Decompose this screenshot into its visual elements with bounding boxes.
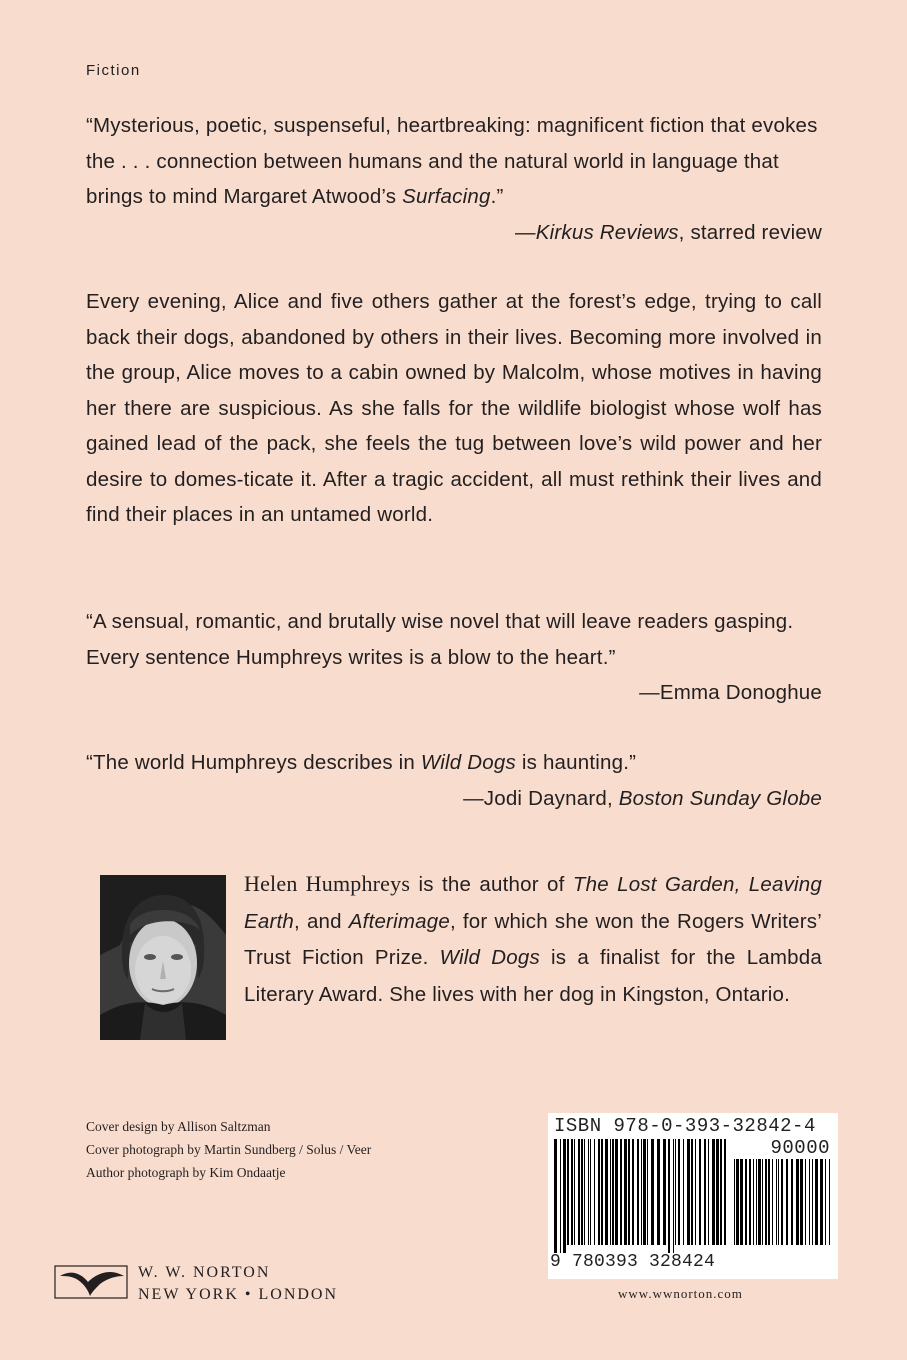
barcode-bar bbox=[829, 1159, 830, 1245]
barcode-bar bbox=[574, 1139, 575, 1245]
italic-text: The Lost Garden, Leaving Earth bbox=[244, 873, 823, 933]
author-name: Helen Humphreys bbox=[244, 871, 411, 896]
publisher-website: www.wwnorton.com bbox=[618, 1286, 743, 1301]
barcode-bar bbox=[753, 1159, 754, 1245]
barcode-bar bbox=[657, 1139, 660, 1245]
text-run: —Jodi Daynard, bbox=[463, 786, 619, 810]
publisher-imprint bbox=[138, 1262, 338, 1306]
barcode-bar bbox=[736, 1159, 739, 1245]
barcode-bar bbox=[687, 1139, 690, 1245]
quote-text bbox=[86, 745, 822, 781]
italic-text: Surfacing bbox=[402, 185, 491, 208]
text-run: “Mysterious, poetic, suspenseful, heartbreaking: magnificent fiction that evokes the . . . connection between humans and the natural world in language that brings to mind Margaret Atwood’s bbox=[86, 114, 818, 208]
barcode-bar bbox=[699, 1139, 701, 1245]
barcode-bar bbox=[756, 1159, 757, 1245]
barcode-bar bbox=[598, 1139, 600, 1245]
barcode-bar bbox=[560, 1139, 561, 1253]
cover-credits bbox=[86, 1115, 371, 1184]
barcode-bar bbox=[716, 1139, 719, 1245]
author-bio bbox=[244, 866, 822, 1013]
barcode-bar bbox=[594, 1139, 595, 1245]
italic-text: Wild Dogs bbox=[439, 946, 540, 969]
seagull-icon bbox=[60, 1272, 124, 1296]
barcode-bar bbox=[812, 1159, 813, 1245]
credit-line: Cover photograph by Martin Sundberg / Solus / Veer bbox=[86, 1142, 372, 1157]
quote-attribution bbox=[86, 675, 822, 711]
credit-line: Cover design by Allison Saltzman bbox=[86, 1119, 271, 1134]
text-run: “The world Humphreys describes in bbox=[86, 751, 421, 774]
description-text: Every evening, Alice and five others gather at the forest’s edge, trying to call back their dogs, abandoned by others in their lives. Becoming more involved in the group, Alice moves to a cabin owned by Malcolm, whose motives in having her there are suspicious. As she falls for the wildlife biologist whose wolf has gained lead of the pack, she feels the tug between love’s wild power and her desire to domes-ticate it. After a tragic accident, all must rethink their lives and find their places in an untamed world. bbox=[86, 290, 822, 526]
text-run: — bbox=[515, 220, 536, 244]
barcode-bar bbox=[786, 1159, 788, 1245]
quote-attribution bbox=[86, 781, 822, 817]
barcode-bar bbox=[820, 1159, 823, 1245]
barcode-bar bbox=[632, 1139, 634, 1245]
barcode-bar bbox=[740, 1159, 743, 1245]
text-run: is the author of bbox=[410, 873, 573, 896]
text-run: —Emma Donoghue bbox=[639, 681, 822, 704]
barcode-bar bbox=[765, 1159, 767, 1245]
barcode-bar bbox=[720, 1139, 722, 1245]
norton-seagull-logo bbox=[54, 1262, 128, 1307]
barcode-bar bbox=[584, 1139, 585, 1245]
isbn-barcode bbox=[548, 1113, 838, 1279]
barcode-bar bbox=[724, 1139, 726, 1245]
ean-number: 9 780393 328424 bbox=[550, 1252, 716, 1272]
barcode-bar bbox=[554, 1139, 557, 1253]
isbn-text: ISBN 978-0-393-32842-4 bbox=[554, 1115, 816, 1137]
publisher-cities: NEW YORK • LONDON bbox=[138, 1286, 339, 1303]
text-run: .” bbox=[490, 185, 504, 208]
barcode-bar bbox=[708, 1139, 709, 1245]
barcode-bar bbox=[610, 1139, 611, 1245]
italic-text: Wild Dogs bbox=[420, 751, 516, 774]
barcode-bar bbox=[749, 1159, 751, 1245]
barcode-bar bbox=[758, 1159, 761, 1245]
barcode-bar bbox=[678, 1139, 680, 1245]
barcode-bar bbox=[571, 1139, 573, 1245]
barcode-bar bbox=[668, 1139, 670, 1253]
barcode-bar bbox=[781, 1159, 783, 1245]
barcode-bar bbox=[615, 1139, 618, 1245]
quote-text bbox=[86, 108, 822, 215]
publisher-name: W. W. NORTON bbox=[138, 1264, 271, 1281]
barcode-bar bbox=[647, 1139, 648, 1245]
barcode-bar bbox=[695, 1139, 696, 1245]
barcode-bar bbox=[567, 1139, 569, 1245]
barcode-bar bbox=[800, 1159, 803, 1245]
barcode-bar bbox=[578, 1139, 580, 1245]
italic-text: Afterimage bbox=[348, 909, 450, 933]
barcode-bar bbox=[734, 1159, 735, 1245]
barcode-bar bbox=[620, 1139, 622, 1245]
barcode-bar bbox=[673, 1139, 674, 1253]
credit-line: Author photograph by Kim Ondaatje bbox=[86, 1165, 286, 1180]
barcode-bar bbox=[641, 1139, 642, 1245]
barcode-bar bbox=[712, 1139, 715, 1245]
barcode-bar bbox=[581, 1139, 583, 1245]
barcode-bar bbox=[772, 1159, 773, 1245]
barcode-bar bbox=[796, 1159, 799, 1245]
barcode-bar bbox=[691, 1139, 693, 1245]
review-quote-kirkus bbox=[86, 108, 822, 250]
barcode-bar bbox=[588, 1139, 589, 1245]
text-run: , for which she won the Rogers Writers’ Trust Fiction Prize. bbox=[244, 909, 822, 969]
barcode-bar bbox=[601, 1139, 603, 1245]
barcode-bar bbox=[563, 1139, 566, 1253]
author-photo bbox=[100, 875, 226, 1040]
text-run: , starred review bbox=[678, 220, 822, 244]
barcode-bar bbox=[651, 1139, 654, 1245]
italic-text: Boston Sunday Globe bbox=[618, 786, 822, 810]
review-quote-donoghue bbox=[86, 604, 822, 711]
text-run: “A sensual, romantic, and brutally wise novel that will leave readers gasping. Every sentence Humphreys writes is a blow to the heart.” bbox=[86, 610, 794, 669]
barcode-bar bbox=[683, 1139, 684, 1245]
genre-label: Fiction bbox=[86, 62, 141, 79]
barcode-bar bbox=[778, 1159, 779, 1245]
barcode-bar bbox=[815, 1159, 818, 1245]
review-quote-globe bbox=[86, 745, 822, 816]
price-code-text: 90000 bbox=[770, 1137, 830, 1159]
barcode-bar bbox=[762, 1159, 763, 1245]
addon-barcode-bars bbox=[734, 1159, 830, 1253]
barcode-bar bbox=[624, 1139, 627, 1245]
barcode-bar bbox=[809, 1159, 810, 1245]
quote-attribution bbox=[86, 215, 822, 251]
text-run: is a finalist for the Lambda Literary Award. She lives with her dog in Kingston, Ontario. bbox=[244, 946, 822, 1006]
barcode-bar bbox=[643, 1139, 646, 1245]
barcode-bar bbox=[612, 1139, 614, 1245]
barcode-bar bbox=[637, 1139, 639, 1245]
quote-text bbox=[86, 604, 822, 675]
text-run: is haunting.” bbox=[515, 751, 637, 774]
barcode-bar bbox=[805, 1159, 806, 1245]
barcode-bar bbox=[768, 1159, 770, 1245]
barcode-bar bbox=[776, 1159, 777, 1245]
book-description bbox=[86, 284, 822, 533]
text-run: , and bbox=[294, 909, 349, 933]
barcode-bar bbox=[628, 1139, 630, 1245]
italic-text: Kirkus Reviews bbox=[535, 220, 679, 244]
barcode-bar bbox=[590, 1139, 591, 1245]
barcode-bar bbox=[825, 1159, 826, 1245]
ean-barcode-bars bbox=[554, 1139, 726, 1253]
barcode-bar bbox=[605, 1139, 608, 1245]
barcode-bar bbox=[663, 1139, 666, 1245]
barcode-bar bbox=[791, 1159, 793, 1245]
barcode-bar bbox=[675, 1139, 676, 1245]
barcode-bar bbox=[704, 1139, 706, 1245]
barcode-bar bbox=[745, 1159, 747, 1245]
